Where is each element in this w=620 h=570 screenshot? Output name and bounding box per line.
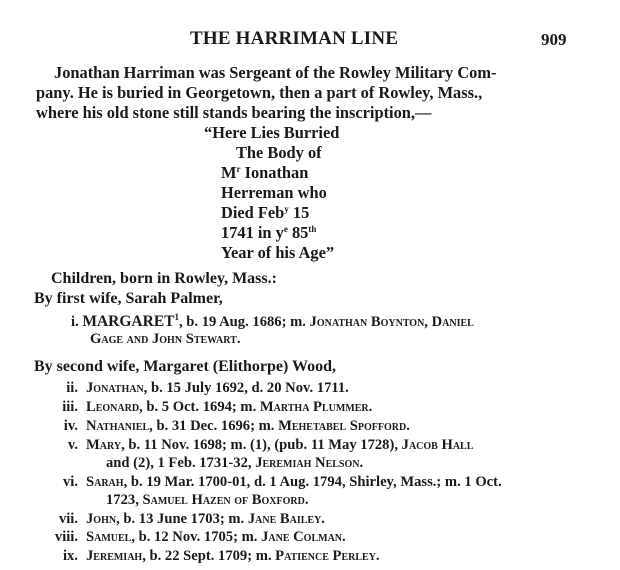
- child-name: Mary: [86, 437, 122, 453]
- child-details: , b. 5 Oct. 1694; m.: [139, 399, 260, 415]
- child-number: iv.: [63, 418, 78, 434]
- child-spouse: Patience Perley.: [275, 548, 380, 564]
- child-number: i.: [71, 314, 79, 330]
- child-name: MARGARET: [82, 313, 175, 330]
- child-spouse: Jeremiah Nelson.: [255, 455, 364, 471]
- first-wife-heading: By first wife, Sarah Palmer,: [34, 290, 223, 307]
- child-entry: [30, 399, 372, 416]
- inscription-line-1: “Here Lies Burried: [204, 123, 340, 142]
- children-intro: Children, born in Rowley, Mass.:: [51, 270, 277, 287]
- child-spouse: Mehetabel Spofford.: [278, 418, 410, 434]
- inscription-line-4: Herreman who: [221, 183, 327, 202]
- page-number: 909: [541, 30, 567, 49]
- child-details: and (2), 1 Feb. 1731-32,: [106, 455, 256, 471]
- intro-line-1: Jonathan Harriman was Sergeant of the Rowley Military Com-: [54, 63, 497, 82]
- child-number: ix.: [63, 548, 78, 564]
- child-spouse: Martha Plummer.: [259, 399, 373, 415]
- child-entry: [30, 474, 502, 491]
- child-details: , b. 19 Mar. 1700-01, d. 1 Aug. 1794, Shirley, Mass.; m. 1 Oct.: [123, 474, 502, 490]
- inscription-line-3: $M^r$ Ionathan: [221, 163, 309, 182]
- second-wife-heading: By second wife, Margaret (Elithorpe) Wood,: [34, 358, 337, 375]
- child-entry-continuation: [106, 492, 309, 509]
- child-name: Leonard: [86, 399, 140, 415]
- child-number: v.: [67, 437, 78, 453]
- child-spouse: Jane Bailey.: [247, 511, 325, 527]
- child-details: , b. 11 Nov. 1698; m. (1), (pub. 11 May 1728),: [121, 437, 402, 453]
- child-details: , b. 13 June 1703; m.: [116, 511, 248, 527]
- child-entry: [30, 418, 410, 435]
- child-number: iii.: [62, 399, 78, 415]
- child-entry: [30, 511, 325, 528]
- child-entry: [30, 437, 473, 454]
- child-spouse: Samuel Hazen of Boxford.: [142, 492, 309, 508]
- child-details: , b. 15 July 1692, d. 20 Nov. 1711.: [143, 380, 349, 396]
- intro-line-3: where his old stone still stands bearing the inscription,—: [36, 103, 432, 122]
- child-name: Jeremiah: [86, 548, 143, 564]
- child-details: , b. 22 Sept. 1709; m.: [142, 548, 276, 564]
- child-entry-i-continuation: Gage and John Stewart.: [90, 331, 241, 347]
- child-name: Sarah: [86, 474, 124, 490]
- child-name: Jonathan: [86, 380, 144, 396]
- inscription-line-5: Died Feb$^y$ 15: [221, 203, 310, 222]
- inscription-line-6: 1741 in $y^e$ 85th: [221, 223, 317, 242]
- intro-line-2: pany. He is buried in Georgetown, then a part of Rowley, Mass.,: [36, 83, 483, 102]
- child-number: vii.: [58, 511, 78, 527]
- child-entry: [30, 380, 349, 397]
- child-name: Samuel: [86, 529, 132, 545]
- inscription-line-7: Year of his Age”: [221, 243, 335, 262]
- page-title: THE HARRIMAN LINE: [190, 28, 399, 49]
- child-details: , b. 31 Dec. 1696; m.: [149, 418, 279, 434]
- child-number: vi.: [63, 474, 78, 490]
- child-spouse: Jonathan Boynton, Daniel: [309, 314, 474, 330]
- child-name: Nathaniel: [86, 418, 150, 434]
- child-entry-continuation: [106, 455, 363, 472]
- child-entry: [30, 529, 346, 546]
- child-number: viii.: [54, 529, 78, 545]
- child-number: ii.: [66, 380, 78, 396]
- child-details: 1723,: [106, 492, 143, 508]
- child-spouse: Jane Colman.: [261, 529, 346, 545]
- child-entry: [30, 548, 380, 565]
- inscription-line-2: The Body of: [236, 143, 322, 162]
- child-details: , b. 12 Nov. 1705; m.: [131, 529, 262, 545]
- child-spouse: Jacob Hall: [401, 437, 474, 453]
- child-name: John: [86, 511, 117, 527]
- child-entry-i: i. MARGARET$^1$, b. 19 Aug. 1686; m. Jonathan Boynton, Daniel: [71, 312, 474, 330]
